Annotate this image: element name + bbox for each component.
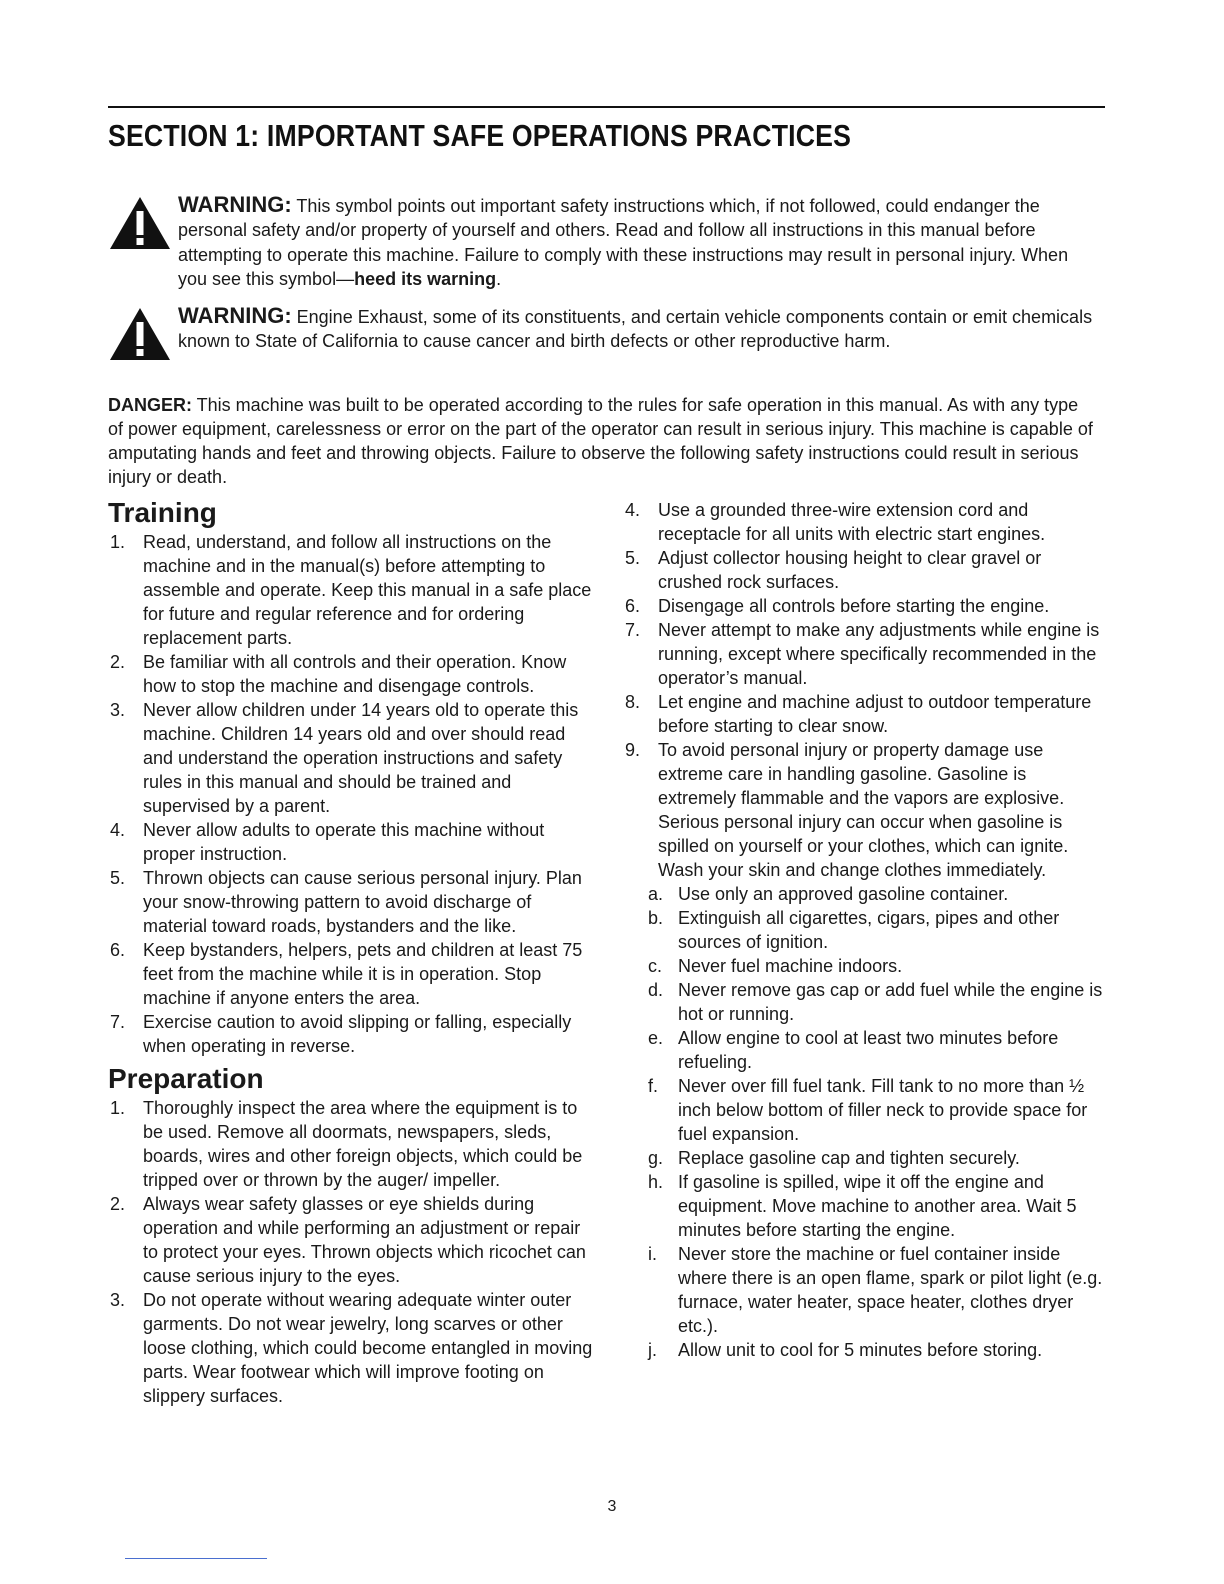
item-number: 7. [625, 620, 641, 640]
item-text: Disengage all controls before starting the engine. [658, 596, 1050, 616]
item-text: Do not operate without wearing adequate winter outer garments. Do not wear jewelry, long scarves or other loose clothing, which could become entangled in moving parts. Wear footwear which will improve footing on slippery surfaces. [143, 1290, 593, 1406]
sub-list-item [623, 1146, 1108, 1170]
gasoline-sublist [623, 882, 1108, 1362]
sub-item-text: If gasoline is spilled, wipe it off the engine and equipment. Move machine to another area. Wait 5 minutes before starting the engine. [678, 1172, 1077, 1240]
sub-item-text: Never over fill fuel tank. Fill tank to no more than ½ inch below bottom of filler neck to provide space for fuel expansion. [678, 1076, 1088, 1144]
list-item [623, 594, 1108, 618]
sub-item-letter: i. [648, 1244, 657, 1264]
sub-item-text: Allow engine to cool at least two minutes before refueling. [678, 1028, 1059, 1072]
item-number: 4. [110, 820, 126, 840]
item-number: 4. [625, 500, 641, 520]
sub-list-item [623, 882, 1108, 906]
list-item [623, 546, 1108, 594]
sub-item-letter: f. [648, 1076, 659, 1096]
warning-body: Engine Exhaust, some of its constituents, and certain vehicle components contain or emit chemicals known to State of California to cause cancer and birth defects or other reproductive harm. [178, 307, 1093, 352]
item-text: Exercise caution to avoid slipping or falling, especially when operating in reverse. [143, 1012, 572, 1056]
item-number: 2. [110, 1194, 126, 1214]
item-number: 8. [625, 692, 641, 712]
item-number: 6. [110, 940, 126, 960]
item-text: Never allow adults to operate this machine without proper instruction. [143, 820, 545, 864]
item-number: 3. [110, 1290, 126, 1310]
sub-list-item [623, 1242, 1108, 1338]
warning-body: This symbol points out important safety instructions which, if not followed, could endanger the personal safety and/or property of yourself and others. Read and follow all instructions in this manual before attempting to operate this machine. Failure to comply with these instructions may result in personal injury. When you see this symbol— [178, 196, 1069, 289]
preparation-heading: Preparation [108, 1063, 264, 1094]
item-text: Adjust collector housing height to clear gravel or crushed rock surfaces. [658, 548, 1042, 592]
list-item [108, 1010, 598, 1058]
list-item [108, 866, 598, 938]
warning-block-2 [108, 304, 1098, 354]
page-number: 3 [607, 1498, 617, 1515]
sub-item-text: Use only an approved gasoline container. [678, 884, 1009, 904]
item-number: 3. [110, 700, 126, 720]
warning-label: WARNING: [178, 192, 292, 217]
item-number: 1. [110, 1098, 126, 1118]
sub-item-text: Allow unit to cool for 5 minutes before storing. [678, 1340, 1043, 1360]
sub-item-text: Never store the machine or fuel container inside where there is an open flame, spark or pilot light (e.g. furnace, water heater, space heater, clothes dryer etc.). [678, 1244, 1103, 1336]
list-item [108, 1288, 598, 1408]
section-title: SECTION 1: IMPORTANT SAFE OPERATIONS PRACTICES [108, 118, 852, 153]
warning-text-2 [178, 304, 1098, 354]
list-item [108, 818, 598, 866]
sub-item-letter: j. [648, 1340, 657, 1360]
right-column [623, 498, 1108, 1362]
item-number: 1. [110, 532, 126, 552]
warning-tail: . [496, 268, 502, 289]
item-text: Be familiar with all controls and their operation. Know how to stop the machine and disengage controls. [143, 652, 567, 696]
danger-label: DANGER: [108, 395, 192, 415]
sub-item-letter: d. [648, 980, 664, 1000]
left-column [108, 496, 598, 1408]
sub-item-text: Extinguish all cigarettes, cigars, pipes and other sources of ignition. [678, 908, 1060, 952]
item-text: Never allow children under 14 years old to operate this machine. Children 14 years old and over should read and understand the operation instructions and safety rules in this manual and should be trained and supervised by a parent. [143, 700, 579, 816]
warning-label: WARNING: [178, 303, 292, 328]
preparation-list-continued [623, 498, 1108, 882]
preparation-list [108, 1096, 598, 1408]
item-text: Keep bystanders, helpers, pets and children at least 75 feet from the machine while it is in operation. Stop machine if anyone enters the area. [143, 940, 583, 1008]
warning-triangle-icon [108, 306, 172, 362]
sub-item-letter: e. [648, 1028, 664, 1048]
sub-list-item [623, 1338, 1108, 1362]
footer-rule [125, 1558, 267, 1559]
list-item [108, 938, 598, 1010]
item-text: Let engine and machine adjust to outdoor temperature before starting to clear snow. [658, 692, 1092, 736]
list-item [623, 498, 1108, 546]
list-item [108, 650, 598, 698]
sub-list-item [623, 1074, 1108, 1146]
item-text: Always wear safety glasses or eye shields during operation and while performing an adjustment or repair to protect your eyes. Thrown objects which ricochet can cause serious injury to the eyes. [143, 1194, 586, 1286]
sub-item-text: Never remove gas cap or add fuel while the engine is hot or running. [678, 980, 1103, 1024]
list-item [108, 530, 598, 650]
item-number: 6. [625, 596, 641, 616]
danger-text: This machine was built to be operated according to the rules for safe operation in this manual. As with any type of power equipment, carelessness or error on the part of the operator can result in serious injury. This machine is capable of amputating hands and feet and throwing objects. Failure to observe the following safety instructions could result in serious injury or death. [108, 395, 1093, 487]
item-number: 7. [110, 1012, 126, 1032]
list-item [623, 618, 1108, 690]
warning-block-1 [108, 193, 1098, 291]
list-item [623, 738, 1108, 882]
item-text: Read, understand, and follow all instructions on the machine and in the manual(s) before attempting to assemble and operate. Keep this manual in a safe place for future and regular reference and for ordering replacement parts. [143, 532, 592, 648]
list-item [623, 690, 1108, 738]
item-text: Thoroughly inspect the area where the equipment is to be used. Remove all doormats, newspapers, sleds, boards, wires and other foreign objects, which could be tripped over or thrown by the auger/ impeller. [143, 1098, 583, 1190]
sub-item-letter: h. [648, 1172, 664, 1192]
training-list [108, 530, 598, 1058]
sub-list-item [623, 1026, 1108, 1074]
danger-paragraph [108, 393, 1098, 489]
item-text: To avoid personal injury or property damage use extreme care in handling gasoline. Gasoline is extremely flammable and the vapors are explosive. Serious personal injury can occur when gasoline is spilled on yourself or your clothes, which can ignite. Wash your skin and change clothes immediately. [658, 740, 1069, 880]
item-text: Use a grounded three-wire extension cord and receptacle for all units with electric start engines. [658, 500, 1046, 544]
sub-list-item [623, 1170, 1108, 1242]
item-number: 9. [625, 740, 641, 760]
item-number: 5. [625, 548, 641, 568]
sub-list-item [623, 906, 1108, 954]
warning-emphasis: heed its warning [354, 268, 497, 289]
sub-item-letter: g. [648, 1148, 664, 1168]
item-number: 2. [110, 652, 126, 672]
training-heading: Training [108, 497, 217, 528]
sub-item-letter: b. [648, 908, 664, 928]
warning-text-1 [178, 193, 1098, 291]
sub-item-letter: a. [648, 884, 664, 904]
list-item [108, 1192, 598, 1288]
sub-list-item [623, 954, 1108, 978]
item-text: Thrown objects can cause serious personal injury. Plan your snow-throwing pattern to avoid discharge of material toward roads, bystanders and the like. [143, 868, 582, 936]
item-text: Never attempt to make any adjustments while engine is running, except where specifically recommended in the operator’s manual. [658, 620, 1100, 688]
sub-item-letter: c. [648, 956, 663, 976]
item-number: 5. [110, 868, 126, 888]
warning-triangle-icon [108, 195, 172, 251]
sub-item-text: Never fuel machine indoors. [678, 956, 903, 976]
sub-list-item [623, 978, 1108, 1026]
sub-item-text: Replace gasoline cap and tighten securely. [678, 1148, 1020, 1168]
list-item [108, 1096, 598, 1192]
header-rule [108, 106, 1105, 108]
list-item [108, 698, 598, 818]
